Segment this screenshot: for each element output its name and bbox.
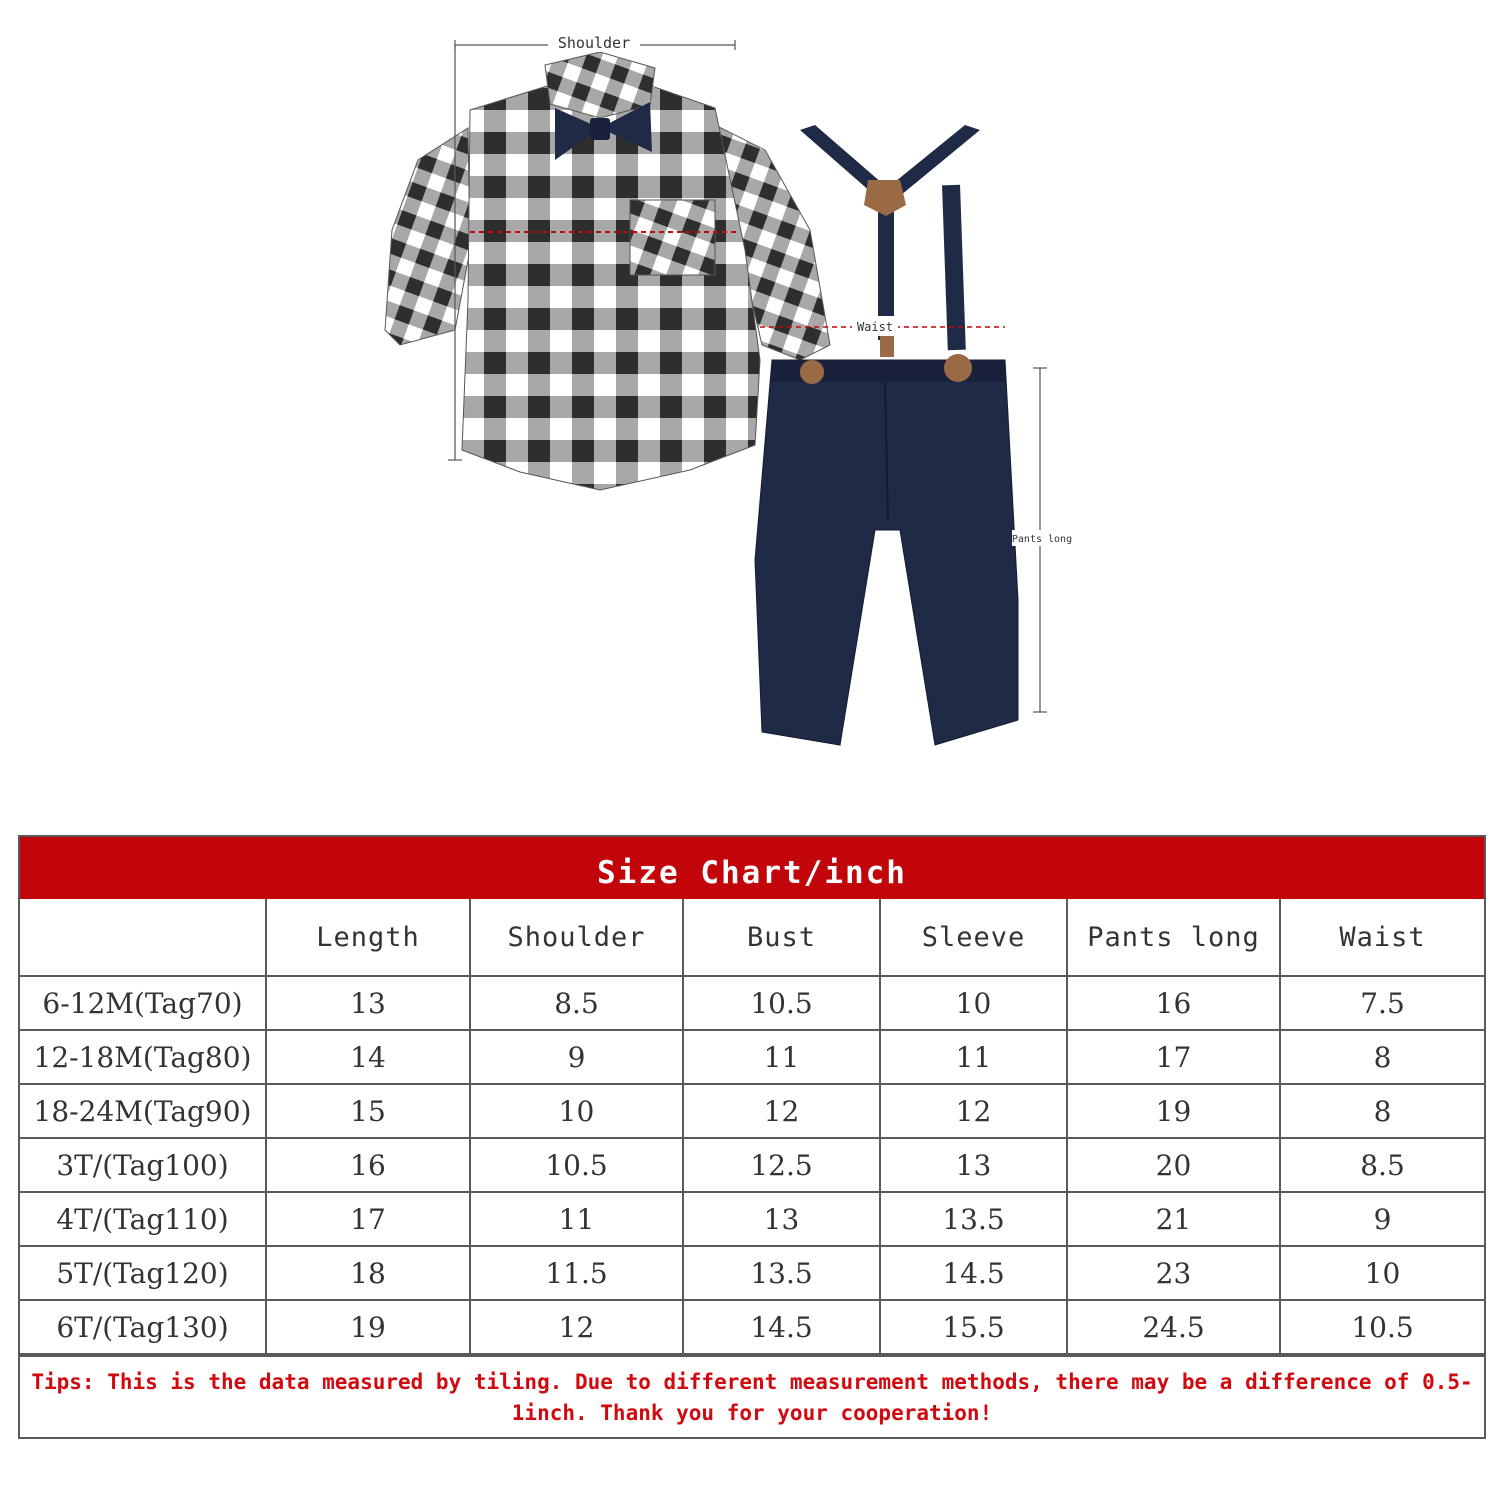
size-table-body	[20, 976, 1484, 1354]
table-row	[20, 1030, 1484, 1084]
measurement-cell: 10	[1280, 1246, 1484, 1300]
measurement-cell: 10	[880, 976, 1067, 1030]
measurement-cell: 14.5	[683, 1300, 880, 1354]
measurement-cell: 11	[880, 1030, 1067, 1084]
shirt-left-sleeve	[385, 128, 470, 345]
measurement-cell: 11	[470, 1192, 683, 1246]
measurement-cell: 14.5	[880, 1246, 1067, 1300]
shirt-body	[462, 82, 760, 490]
size-label-cell: 4T/(Tag110)	[20, 1192, 266, 1246]
measurement-cell: 18	[266, 1246, 470, 1300]
size-label-cell: 12-18M(Tag80)	[20, 1030, 266, 1084]
table-row	[20, 1138, 1484, 1192]
measurement-cell: 12	[880, 1084, 1067, 1138]
column-header-size	[20, 899, 266, 976]
column-header: Pants long	[1067, 899, 1280, 976]
measurement-cell: 24.5	[1067, 1300, 1280, 1354]
size-label-cell: 3T/(Tag100)	[20, 1138, 266, 1192]
measurement-cell: 12.5	[683, 1138, 880, 1192]
measurement-cell: 21	[1067, 1192, 1280, 1246]
size-label-cell: 6-12M(Tag70)	[20, 976, 266, 1030]
measurement-cell: 16	[1067, 976, 1280, 1030]
measurement-cell: 11	[683, 1030, 880, 1084]
size-label-cell: 5T/(Tag120)	[20, 1246, 266, 1300]
size-chart-title: Size Chart/inch	[20, 837, 1484, 899]
measurement-cell: 8	[1280, 1084, 1484, 1138]
measurement-cell: 9	[470, 1030, 683, 1084]
size-label-cell: 6T/(Tag130)	[20, 1300, 266, 1354]
measurement-cell: 11.5	[470, 1246, 683, 1300]
measurement-cell: 23	[1067, 1246, 1280, 1300]
tips-note: Tips: This is the data measured by tiling. Due to different measurement methods, there may be a difference of 0.5-1inch. Thank you for your cooperation!	[20, 1355, 1484, 1437]
measurement-cell: 17	[266, 1192, 470, 1246]
measurement-cell: 13.5	[683, 1246, 880, 1300]
table-row	[20, 1246, 1484, 1300]
measurement-cell: 16	[266, 1138, 470, 1192]
measurement-cell: 17	[1067, 1030, 1280, 1084]
size-label-cell: 18-24M(Tag90)	[20, 1084, 266, 1138]
measurement-cell: 9	[1280, 1192, 1484, 1246]
measurement-cell: 12	[683, 1084, 880, 1138]
measurement-cell: 14	[266, 1030, 470, 1084]
measurement-cell: 13	[880, 1138, 1067, 1192]
measurement-cell: 10.5	[1280, 1300, 1484, 1354]
column-header: Waist	[1280, 899, 1484, 976]
column-header: Shoulder	[470, 899, 683, 976]
plaid-shirt	[385, 52, 830, 490]
shirt-pocket	[630, 200, 715, 275]
table-row	[20, 976, 1484, 1030]
measurement-cell: 8.5	[1280, 1138, 1484, 1192]
measurement-cell: 12	[470, 1300, 683, 1354]
shoulder-label: Shoulder	[557, 34, 631, 52]
measurement-cell: 10	[470, 1084, 683, 1138]
measurement-cell: 19	[1067, 1084, 1280, 1138]
measurement-cell: 13	[683, 1192, 880, 1246]
size-chart	[18, 835, 1486, 1439]
measurement-cell: 8.5	[470, 976, 683, 1030]
pants-long-measure	[1012, 368, 1074, 712]
measurement-cell: 13.5	[880, 1192, 1067, 1246]
table-row	[20, 1192, 1484, 1246]
table-row	[20, 1084, 1484, 1138]
measurement-cell: 20	[1067, 1138, 1280, 1192]
measurement-cell: 15.5	[880, 1300, 1067, 1354]
measurement-cell: 8	[1280, 1030, 1484, 1084]
column-header: Length	[266, 899, 470, 976]
measurement-cell: 15	[266, 1084, 470, 1138]
measurement-cell: 10.5	[470, 1138, 683, 1192]
measurement-cell: 19	[266, 1300, 470, 1354]
column-header: Bust	[683, 899, 880, 976]
waist-label: Waist	[856, 320, 894, 334]
pants-long-label: Pants long	[1011, 534, 1073, 545]
measurement-cell: 13	[266, 976, 470, 1030]
size-table	[20, 899, 1484, 1355]
measurement-cell: 10.5	[683, 976, 880, 1030]
column-header: Sleeve	[880, 899, 1067, 976]
table-row	[20, 1300, 1484, 1354]
shoulder-measure	[455, 32, 735, 52]
size-table-header-row	[20, 899, 1484, 976]
measurement-cell: 7.5	[1280, 976, 1484, 1030]
